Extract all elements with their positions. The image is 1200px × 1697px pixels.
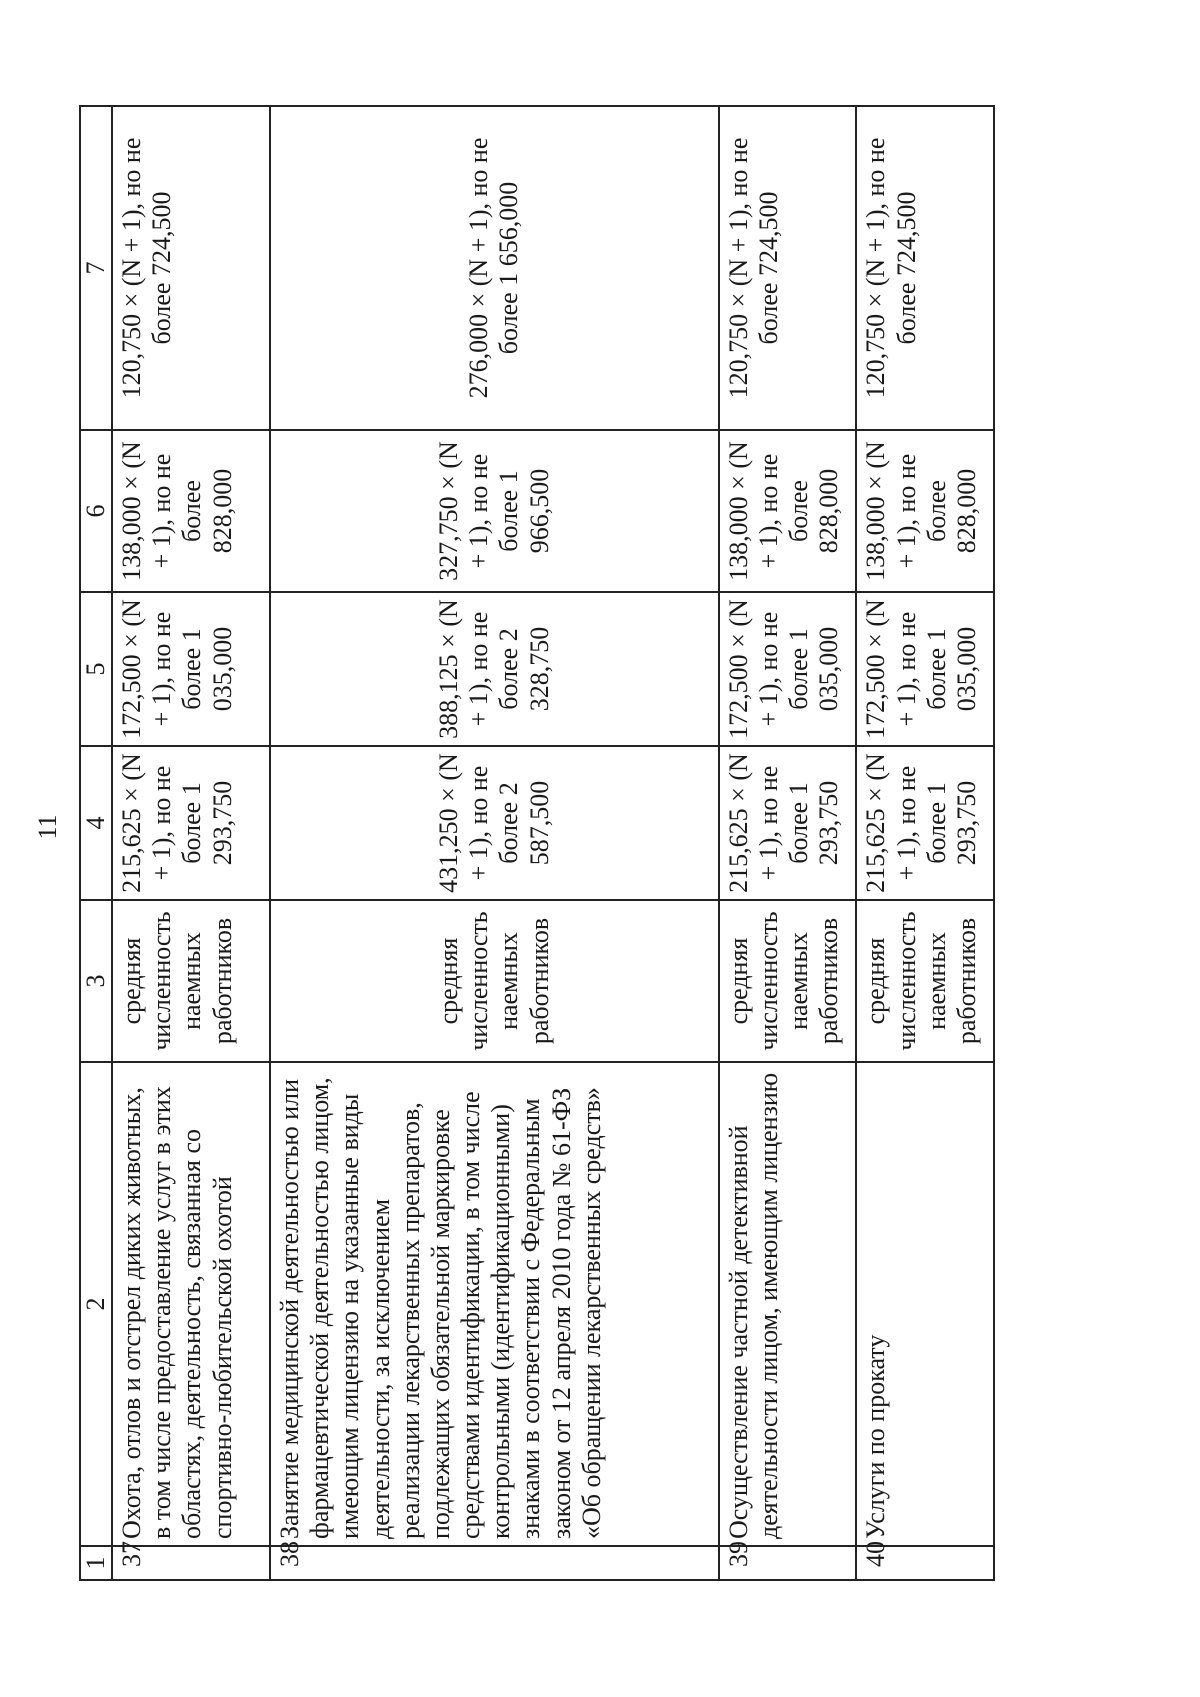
rate-col-5: 172,500 × (N + 1), но не более 1 035,000 (856, 592, 994, 746)
rate-col-5: 172,500 × (N + 1), но не более 1 035,000 (112, 592, 270, 746)
header-row (80, 106, 112, 1580)
rate-col-4: 215,625 × (N + 1), но не более 1 293,750 (856, 746, 994, 900)
rate-col-5: 172,500 × (N + 1), но не более 1 035,000 (719, 592, 857, 746)
rate-col-4: 431,250 × (N + 1), но не более 2 587,500 (270, 746, 719, 900)
rotated-table (79, 107, 995, 1581)
activity-name: Охота, отлов и отстрел диких животных, в том числе предоставление услуг в этих областях, деятельность, связанная со спортивно-любительской охотой (112, 1062, 270, 1546)
row-number: 40 (856, 1546, 994, 1580)
row-number: 38 (270, 1546, 719, 1580)
rotated-table-container (79, 107, 995, 1581)
rate-col-6: 138,000 × (N + 1), но не более 828,000 (112, 430, 270, 592)
tariff-table (79, 105, 995, 1581)
activity-name: Занятие медицинской деятельностью или фармацевтической деятельностью лицом, имеющим лицензию на указанные виды деятельности, за исключением реализации лекарственных препаратов, подлежащих обязательной маркировке средствами идентификации, в том числе контрольными (идентификационными) знаками в соответствии с Федеральным законом от 12 апреля 2010 года № 61-ФЗ «Об обращении лекарственных средств» (270, 1062, 719, 1546)
rate-col-6: 138,000 × (N + 1), но не более 828,000 (719, 430, 857, 592)
rate-col-7: 276,000 × (N + 1), но не более 1 656,000 (270, 106, 719, 430)
header-col-5: 5 (80, 592, 112, 746)
rate-col-7: 120,750 × (N + 1), но не более 724,500 (856, 106, 994, 430)
rate-col-6: 327,750 × (N + 1), но не более 1 966,500 (270, 430, 719, 592)
row-number: 37 (112, 1546, 270, 1580)
physical-indicator: средняя численность наемных работников (112, 900, 270, 1062)
header-col-6: 6 (80, 430, 112, 592)
header-col-7: 7 (80, 106, 112, 430)
header-col-3: 3 (80, 900, 112, 1062)
header-col-1: 1 (80, 1546, 112, 1580)
table-row (112, 106, 270, 1580)
row-number: 39 (719, 1546, 857, 1580)
physical-indicator: средняя численность наемных работников (856, 900, 994, 1062)
rate-col-4: 215,625 × (N + 1), но не более 1 293,750 (112, 746, 270, 900)
rate-col-7: 120,750 × (N + 1), но не более 724,500 (719, 106, 857, 430)
physical-indicator: средняя численность наемных работников (270, 900, 719, 1062)
rate-col-4: 215,625 × (N + 1), но не более 1 293,750 (719, 746, 857, 900)
table-row (719, 106, 857, 1580)
physical-indicator: средняя численность наемных работников (719, 900, 857, 1062)
header-col-4: 4 (80, 746, 112, 900)
header-col-2: 2 (80, 1062, 112, 1546)
rate-col-6: 138,000 × (N + 1), но не более 828,000 (856, 430, 994, 592)
page-number: 11 (33, 814, 62, 840)
activity-name: Осуществление частной детективной деятельности лицом, имеющим лицензию (719, 1062, 857, 1546)
rate-col-7: 120,750 × (N + 1), но не более 724,500 (112, 106, 270, 430)
table-row (270, 106, 719, 1580)
rate-col-5: 388,125 × (N + 1), но не более 2 328,750 (270, 592, 719, 746)
activity-name: Услуги по прокату (856, 1062, 994, 1546)
table-row (856, 106, 994, 1580)
